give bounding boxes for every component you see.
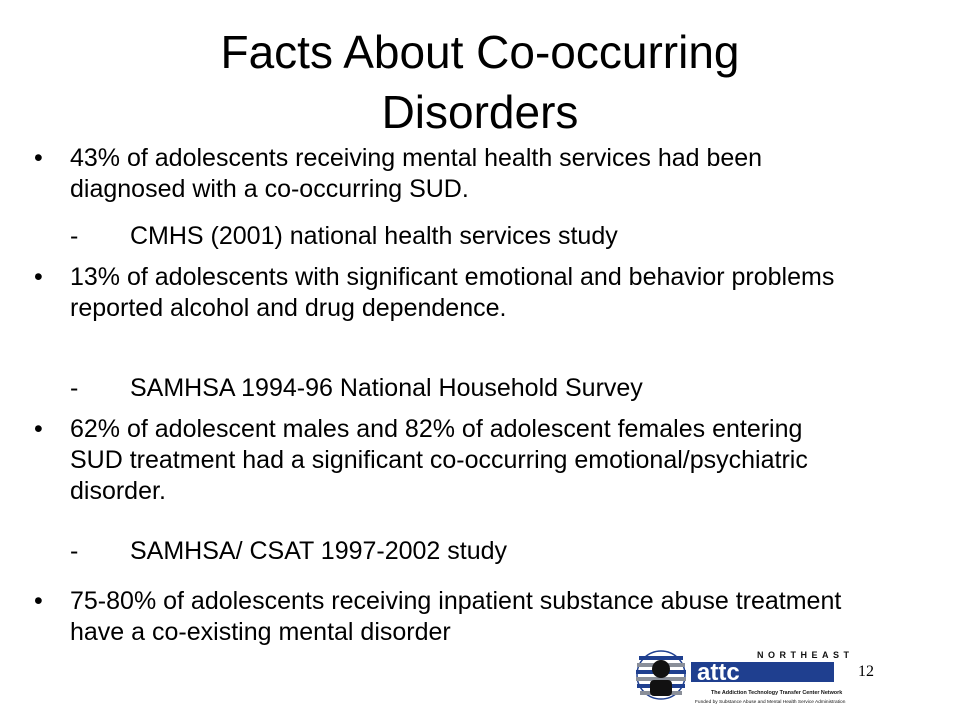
- fact-source: [70, 536, 507, 567]
- bullet-marker: •: [34, 415, 43, 443]
- logo-acronym-text: attc: [697, 659, 740, 686]
- slide-title-line-2: Disorders: [381, 86, 579, 138]
- fact-source: [70, 373, 643, 404]
- northeast-attc-logo: [633, 647, 854, 707]
- fact-text: 75-80% of adolescents receiving inpatient substance abuse treatment have a co-existing mental disorder: [70, 587, 842, 646]
- fact-text: 13% of adolescents with significant emotional and behavior problems reported alcohol and drug dependence.: [70, 263, 835, 322]
- fact-source-text: CMHS (2001) national health services study: [130, 222, 618, 250]
- bullet-marker: •: [34, 587, 43, 615]
- bullet-marker: •: [34, 144, 43, 172]
- slide-number: 12: [858, 663, 874, 680]
- fact-source-text: SAMHSA/ CSAT 1997-2002 study: [130, 537, 508, 565]
- logo-funder-text: Funded by Substance Abuse and Mental Health Service Administration: [695, 700, 846, 705]
- logo-region-text: NORTHEAST: [757, 650, 854, 660]
- slide-title-line-1: Facts About Co-occurring: [220, 26, 740, 78]
- logo-tagline: The Addiction Technology Transfer Center Network: [711, 690, 843, 696]
- fact-text: 62% of adolescent males and 82% of adolescent females entering SUD treatment had a significant co-occurring emotional/psychiatric disorder.: [70, 415, 808, 505]
- attc-globe-icon: [636, 651, 686, 699]
- source-marker: -: [70, 222, 79, 250]
- bullet-marker: •: [34, 263, 43, 291]
- fact-source-text: SAMHSA 1994-96 National Household Survey: [130, 374, 643, 402]
- source-marker: -: [70, 374, 79, 402]
- source-marker: -: [70, 537, 79, 565]
- fact-text: 43% of adolescents receiving mental health services had been diagnosed with a co-occurring SUD.: [70, 144, 763, 203]
- slide-title: [60, 22, 900, 142]
- fact-source: [70, 221, 618, 252]
